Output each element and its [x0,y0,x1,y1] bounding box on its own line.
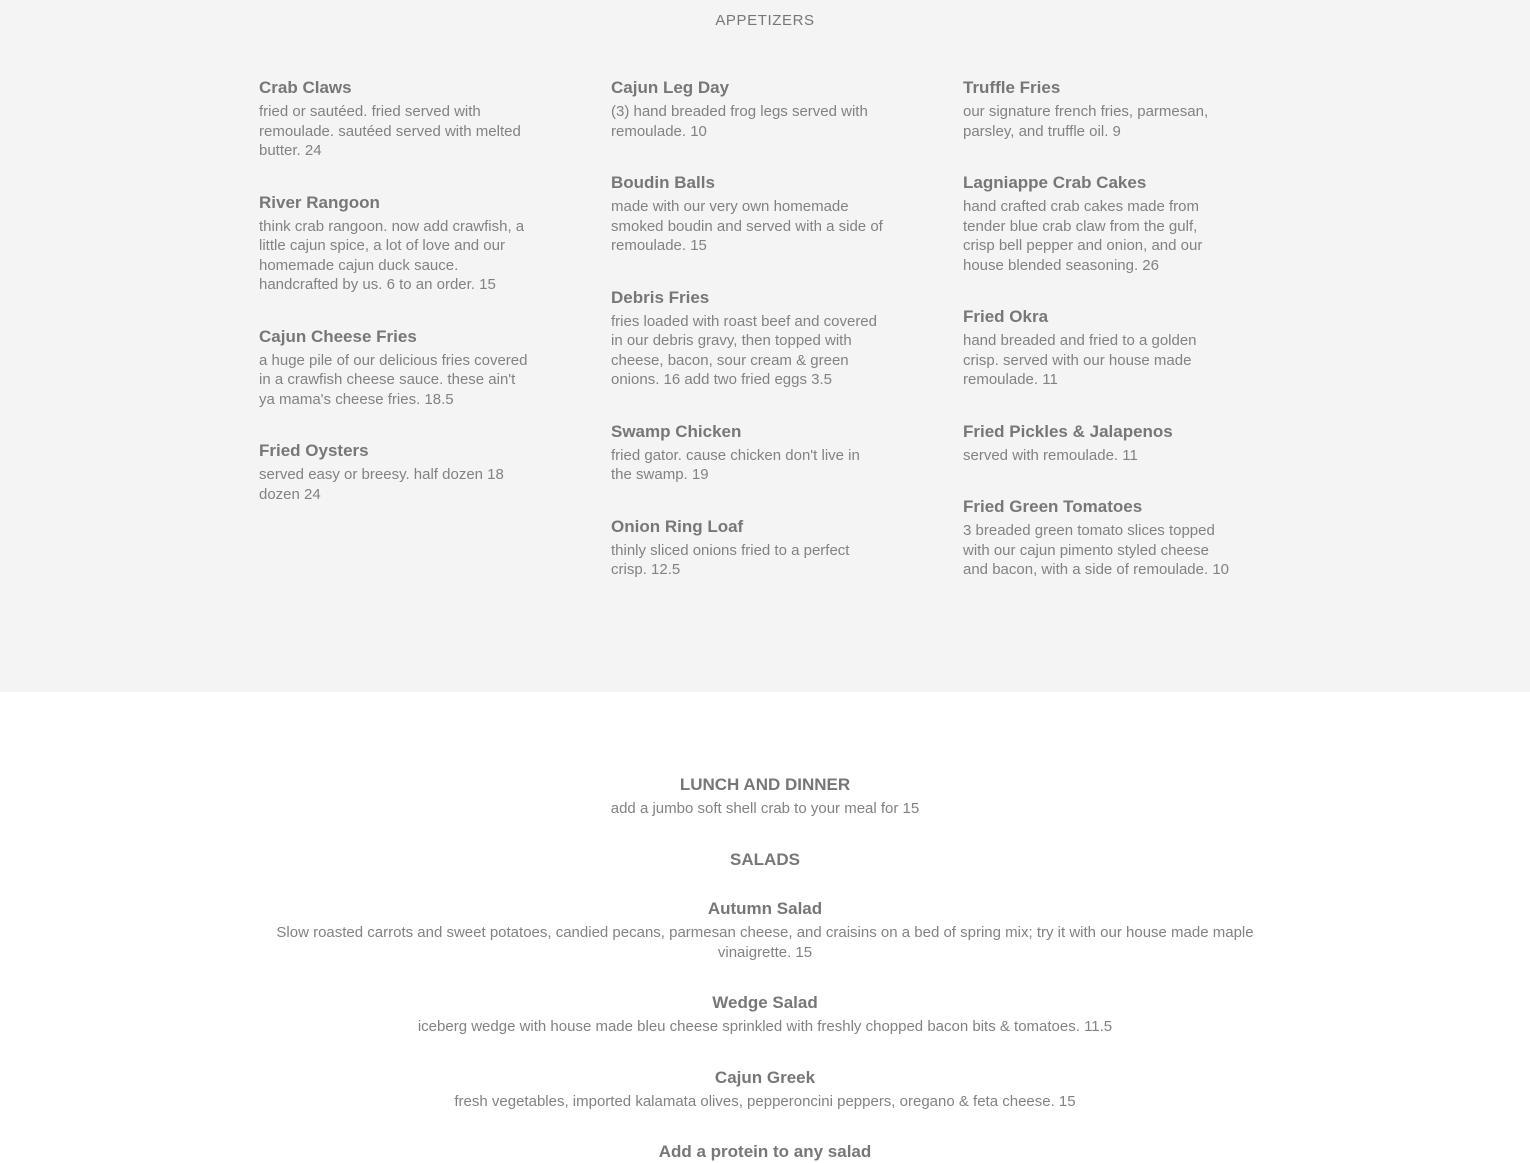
salad-description: fresh vegetables, imported kalamata olives, pepperoncini peppers, oregano & feta cheese. 15 [454,1093,1076,1110]
menu-item-description: fries loaded with roast beef and covered in our debris gravy, then topped with cheese, bacon, sour cream & green onions. 16 add two fried eggs 3.5 [611,312,877,388]
menu-item-description: hand breaded and fried to a golden crisp. served with our house made remoulade. 11 [963,332,1197,388]
menu-item-description: served with remoulade. 11 [963,446,1138,464]
menu-item-name: Fried Pickles & Jalapenos [963,421,1173,441]
menu-item-name: Swamp Chicken [611,421,742,441]
menu-item [259,440,531,504]
salad-item [265,1067,1265,1112]
menu-column-2 [611,77,883,611]
menu-item-name: Lagniappe Crab Cakes [963,173,1147,192]
salad-name: Wedge Salad [712,993,818,1012]
salads-title: SALADS [730,850,800,869]
menu-item-description: (3) hand breaded frog legs served with remoulade. 10 [611,103,868,140]
menu-item-description: our signature french fries, parmesan, parsley, and truffle oil. 9 [963,103,1209,140]
salad-description: iceberg wedge with house made bleu cheese sprinkled with freshly chopped bacon bits & tomatoes. 11.5 [417,1018,1113,1035]
menu-item-name: River Rangoon [259,192,380,212]
menu-item [611,77,883,141]
menu-column-1 [259,77,531,535]
menu-column-3 [963,77,1233,611]
menu-item [259,192,531,295]
menu-item [963,496,1233,580]
salad-name: Cajun Greek [714,1068,816,1087]
appetizers-title: APPETIZERS [715,12,815,29]
menu-item-name: Onion Ring Loaf [611,516,744,536]
menu-item-name: Cajun Cheese Fries [259,326,417,346]
menu-item-description: fried or sautéed. fried served with remoulade. sautéed served with melted butter. 24 [259,103,521,159]
menu-item-name: Fried Green Tomatoes [963,497,1143,516]
menu-item-name: Boudin Balls [611,173,715,192]
menu-item-name: Debris Fries [611,287,710,307]
menu-item-name: Crab Claws [259,78,352,97]
menu-item-description: 3 breaded green tomato slices topped with our cajun pimento styled cheese and bacon, with a side of remoulade. 10 [963,522,1230,578]
salad-description: Slow roasted carrots and sweet potatoes, candied pecans, parmesan cheese, and craisins on a bed of spring mix; try it with our house made maple vinaigrette. 15 [276,924,1254,961]
menu-item [259,326,531,410]
menu-item [259,77,531,161]
menu-item [963,77,1233,141]
menu-item [611,516,883,580]
menu-item-description: fried gator. cause chicken don't live in the swamp. 19 [611,446,860,483]
menu-item-name: Fried Okra [963,307,1049,326]
menu-item [611,172,883,256]
menu-item [611,421,883,485]
lunch-dinner-header [265,774,1265,819]
menu-item-name: Cajun Leg Day [611,78,730,97]
protein-heading-text: Add a protein to any salad [658,1142,872,1161]
salad-name: Autumn Salad [707,899,823,918]
menu-item-description: a huge pile of our delicious fries covered in a crawfish cheese sauce. these ain't ya mama's cheese fries. 18.5 [259,351,528,408]
menu-item-description: made with our very own homemade smoked boudin and served with a side of remoulade. 15 [611,198,883,254]
menu-item [963,421,1233,466]
menu-item-description: thinly sliced onions fried to a perfect crisp. 12.5 [611,541,850,578]
salad-item [265,898,1265,963]
menu-item [611,287,883,390]
protein-heading [265,1141,1265,1163]
menu-item [963,306,1233,390]
menu-item-name: Truffle Fries [963,78,1061,97]
menu-item [963,172,1233,275]
lunch-dinner-subtitle: add a jumbo soft shell crab to your meal for 15 [610,800,920,817]
salad-item [265,992,1265,1037]
menu-item-name: Fried Oysters [259,441,369,460]
menu-item-description: think crab rangoon. now add crawfish, a little cajun spice, a lot of love and our homemade cajun duck sauce. handcrafted by us. 6 to an order. 15 [259,217,525,293]
lunch-dinner-section [0,692,1530,1161]
menu-item-description: served easy or breesy. half dozen 18 dozen 24 [259,466,504,503]
lunch-dinner-title: LUNCH AND DINNER [679,775,851,794]
menu-item-description: hand crafted crab cakes made from tender blue crab claw from the gulf, crisp bell pepper and onion, and our house blended seasoning. 26 [963,198,1203,274]
